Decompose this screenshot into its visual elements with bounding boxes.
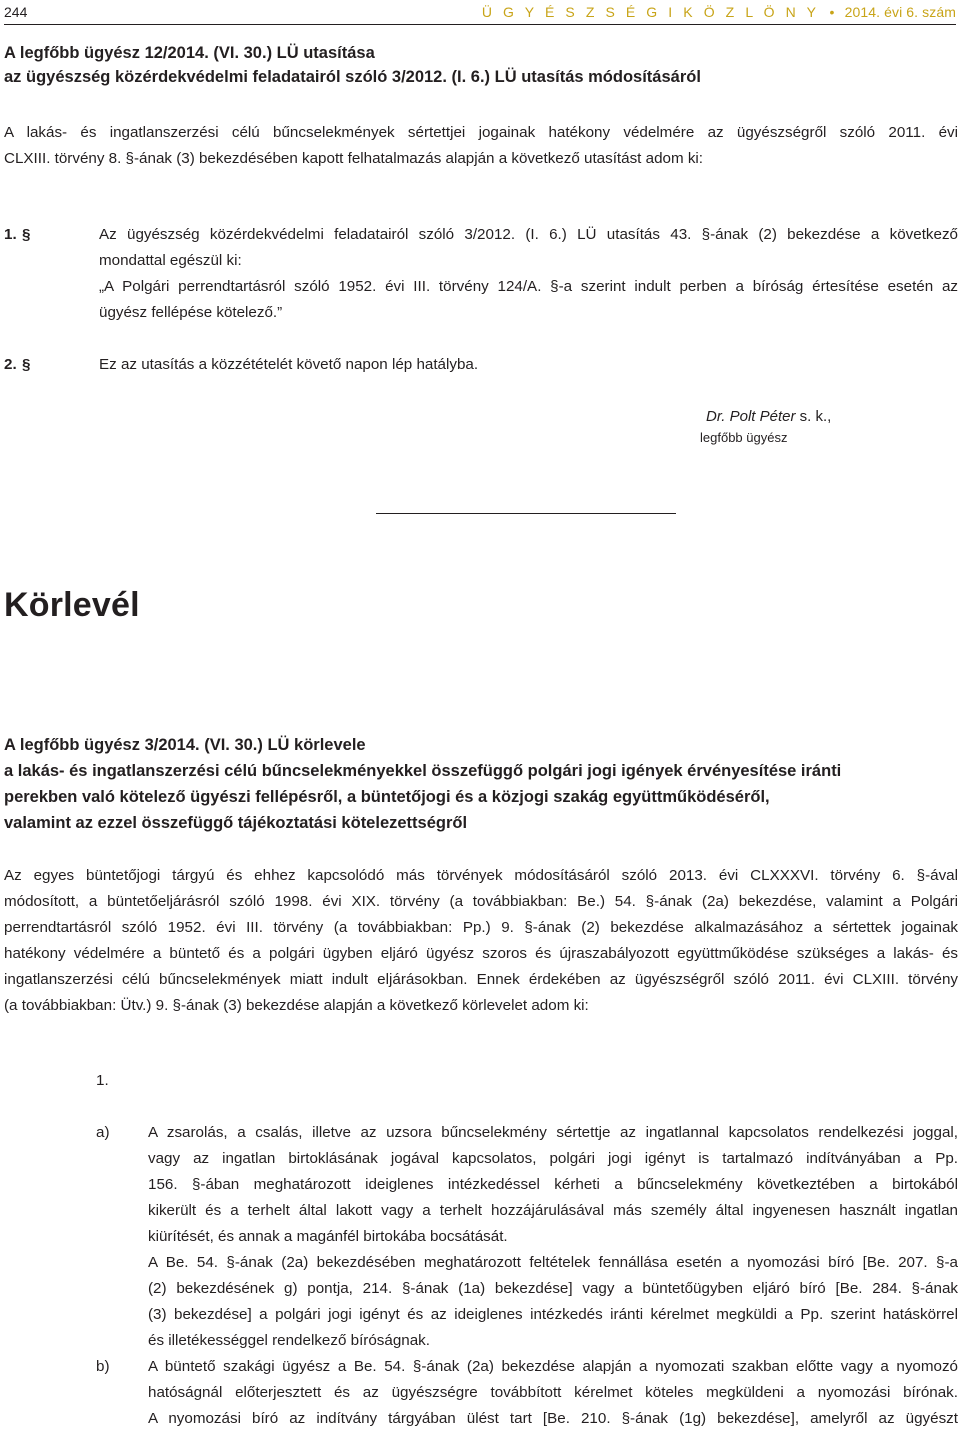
circular-title-line: a lakás- és ingatlanszerzési célú bűncselekményekkel összefüggő polgári jogi igények érvényesítése iránti — [4, 762, 842, 780]
preamble-line: hatékony védelmére a büntető és a polgári ügyben eljáró ügyész szoros és újraszabályozott együttműködése szükséges a lakás- és — [4, 945, 958, 962]
section-2-number: 2. — [4, 356, 17, 373]
page-header — [4, 4, 956, 26]
item-b-line: A büntető szakági ügyész a Be. 54. §-ának (2a) bekezdése alapján a nyomozati szakban előtte vagy a nyomozó — [148, 1358, 958, 1375]
section-1-line: ügyész fellépése kötelező.” — [99, 304, 283, 321]
signature-block — [706, 408, 831, 425]
instruction-title-line2: az ügyészség közérdekvédelmi feladatairól szóló 3/2012. (I. 6.) LÜ utasítás módosításáról — [4, 68, 701, 86]
item-a-line: A zsarolás, a csalás, illetve az uzsora bűncselekmény sértettje az ingatlannal kapcsolatos rendelkezési joggal, — [148, 1124, 958, 1141]
preamble-line: Az egyes büntetőjogi tárgyú és ehhez kapcsolódó más törvények módosításáról szóló 2013. évi CLXXXVI. törvény 6. §-ával — [4, 867, 958, 884]
section-1-mark: § — [22, 226, 31, 243]
section-1-line: mondattal egészül ki: — [99, 252, 242, 269]
circular-title-line: A legfőbb ügyész 3/2014. (VI. 30.) LÜ körlevele — [4, 736, 366, 754]
intro-line: CLXIII. törvény 8. §-ának (3) bekezdésében kapott felhatalmazás alapján a következő utasítást adom ki: — [4, 150, 704, 167]
signer-suffix: s. k., — [795, 408, 832, 425]
circular-preamble — [4, 863, 958, 1019]
section-1-line: Az ügyészség közérdekvédelmi feladatairól szóló 3/2012. (I. 6.) LÜ utasítás 43. §-ának (2) bekezdése a következő — [99, 226, 958, 243]
header-bullet: • — [829, 4, 835, 20]
section-divider — [376, 513, 676, 514]
section-1-line: „A Polgári perrendtartásról szóló 1952. évi III. törvény 124/A. §-a szerint indult perben a bíróság értesítése esetén az — [99, 278, 958, 295]
publication-title: Ü G Y É S Z S É G I K Ö Z L Ö N Y — [481, 4, 820, 20]
preamble-line: perrendtartásról szóló 1952. évi III. törvény (a továbbiakban: Pp.) 9. §-ának (2) bekezdése alkalmazásához a sértettek jogainak — [4, 919, 958, 936]
item-b-text — [148, 1354, 958, 1432]
preamble-line: (a továbbiakban: Ütv.) 9. §-ának (3) bekezdése alapján a következő körlevelet adom ki: — [4, 997, 589, 1014]
section-2-text: Ez az utasítás a közzétételét követő napon lép hatályba. — [99, 356, 479, 373]
item-a-line: 156. §-ában meghatározott ideiglenes intézkedéssel kérheti a bűncselekmény következtében a birtokából — [148, 1176, 958, 1193]
instruction-title-line1: A legfőbb ügyész 12/2014. (VI. 30.) LÜ utasítása — [4, 44, 375, 62]
item-b-line: hatóságnál előterjesztett és az ügyészségre továbbított kérelmet köteles megküldeni a nyomozási bírónak. — [148, 1384, 958, 1401]
instruction-intro — [4, 120, 958, 172]
item-a-line: kikerült és a terhelt által lakott vagy a terhelt hozzájárulásával más személy által ingyenesen használt ingatlan — [148, 1202, 958, 1219]
item-a-line: vagy az ingatlan birtoklásának jogával kapcsolatos, polgári jogi igényt is tartalmazó indítványában a Pp. — [148, 1150, 958, 1167]
circular-title-line: valamint az ezzel összefüggő tájékoztatási kötelezettségről — [4, 814, 468, 832]
item-a-line: A Be. 54. §-ának (2a) bekezdésében meghatározott feltételek fennállása esetén a nyomozási bíró [Be. 207. §-a — [148, 1254, 958, 1271]
signer-name: Dr. Polt Péter — [706, 408, 796, 425]
header-rule — [4, 24, 956, 25]
circular-title-line: perekben való kötelező ügyészi fellépésről, a büntetőjogi és a közjogi szakág együttműködéséről, — [4, 788, 770, 806]
issue-label: 2014. évi 6. szám — [844, 4, 956, 20]
item-b-label: b) — [96, 1358, 110, 1375]
item-a-line: kiürítését, és annak a magánfél birtokába bocsátását. — [148, 1228, 508, 1245]
section-1-text — [99, 222, 958, 326]
item-a-line: és illetékességgel rendelkező bíróságnak. — [148, 1332, 430, 1349]
item-a-line: (3) bekezdése] a polgári jogi igényt és az ideiglenes intézkedés iránti kérelmet megküldi a Pp. szerint hatáskörrel — [148, 1306, 958, 1323]
preamble-line: módosított, a büntetőeljárásról szóló 1998. évi XIX. törvény (a továbbiakban: Be.) 54. §-ának (2a) bekezdése, valamint a Polgári — [4, 893, 958, 910]
item-a-label: a) — [96, 1124, 110, 1141]
signer-title: legfőbb ügyész — [700, 430, 788, 445]
item-a-text — [148, 1120, 958, 1354]
item-a-line: (2) bekezdésének g) pontja, 214. §-ának (1a) bekezdése] vagy a büntetőügyben eljáró bíró [Be. 284. §-ának — [148, 1280, 958, 1297]
publication-info — [482, 4, 956, 20]
item-b-line: A nyomozási bíró az indítvány tárgyában ülést tart [Be. 210. §-ának (1g) bekezdése], amelyről az ügyészt — [148, 1410, 958, 1427]
page-number: 244 — [4, 4, 28, 20]
point-1-number: 1. — [96, 1072, 109, 1089]
circular-heading: Körlevél — [4, 586, 140, 624]
section-2-mark: § — [22, 356, 31, 373]
preamble-line: ingatlanszerzési célú bűncselekmények miatt indult eljárásokban. Ennek érdekében az ügyészségről szóló 2011. évi CLXIII. törvény — [4, 971, 958, 988]
section-1-number: 1. — [4, 226, 17, 243]
intro-line: A lakás- és ingatlanszerzési célú bűncselekmények sértettjei jogainak hatékony védelmére az ügyészségről szóló 2011. évi — [4, 124, 958, 141]
